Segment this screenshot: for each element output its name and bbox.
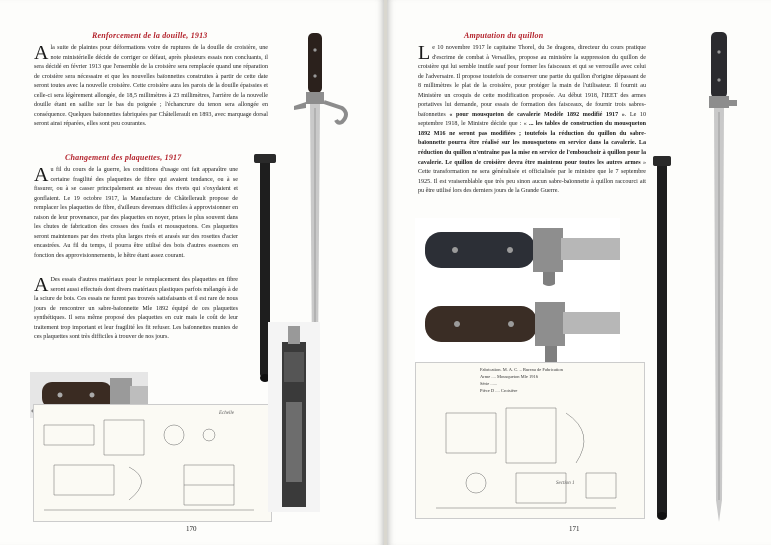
dropcap-l: L — [418, 42, 431, 64]
paragraph-plaquettes-text: u fil du cours de la guerre, les conditions d'usage ont fait apparaître une certaine fragilité des plaquettes de fibre qui avaient tendance, ou à se fissurer, ou à se casser principalement au niveau des rivets qui s'oxydaient et gonflaient. Le 19 octobre 1917, la Manufacture de Châtellerault propose de remplacer les plaquettes de fibre, d'ailleurs devenues difficiles à approvisionner en raison de leur provenance, par des plaquettes en noyer, prises le plus souvent dans les chutes de fabrication des crosses des fusils et mousquetons. Ces plaquettes seront maintenues par des rivets plus larges rivés et arasés sur des rosettes d'acier encastrées. Au fil du temps, il pourra être utilisé des bois d'autres essences en fonction des approvisionnements, le hêtre étant assez courant. — [34, 167, 238, 259]
drawing-lines — [34, 405, 271, 521]
drawing-caption-right: Section 1 — [556, 481, 575, 486]
dropcap-a2: A — [34, 164, 49, 186]
paragraph-renforcement-text: la suite de plaintes pour déformations voire de ruptures de la douille de croisière, une note ministérielle décide de corriger ce défaut, après plusieurs essais non concluants, il sera décidé en février 1913 que l'ensemble de la croisière sera remplacée quand une réparation de croisière sera nécessaire et que les nouvelles baïonnettes construites à partir de cette date seront toutes avec la nouvelle croisière. Cette croisière aura les parois de la douille épaissies et celle-ci sera légèrement allongée, de 18,5 millimètres à 23 millimètres, l'arrière de la nouvelle douille étant en saillie sur le bas du poignée ; l'échancrure du tenon sera allongée en conséquence. Quelques baïonnettes fabriquées par Châtellerault en 1893, avec marquage dorsal seront ainsi réparées, elles sont peu courantes. — [34, 45, 268, 128]
paragraph-amputation-text-c: » Cette transformation ne sera généralisée et officialisée par le ministre que le 7 septembre 1925. Il est vraisemblable que très peu sinon aucun sabre-baïonnette à quillon raccourci ait pu être utilisé lors des derniers jours de la Grande Guerre. — [418, 159, 646, 195]
page-number-left: 170 — [186, 525, 197, 533]
paragraph-amputation-bold-2: ... les tables de construction du mousqueton 1892 M16 ne seront pas modifiées ; toutefois la réduction du quillon du sabre-baïonnette pourra être réalisé sur les mousquetons en service dans la cavalerie. La réduction du quillon n'entraîne pas la mise en service de l'embouchoir à quillon pour la cavalerie. Le quillon de croisière devra être maintenu pour toutes les autres armes — [418, 121, 647, 166]
heading-amputation: Amputation du quillon — [464, 31, 544, 40]
form-line-piece: Pièce D .... Croisière — [480, 388, 518, 393]
paragraph-essais — [34, 276, 238, 343]
form-line-serie: Série ...... — [480, 381, 498, 386]
technical-drawing-left — [33, 404, 272, 522]
bayonet-scabbard-photo-right — [645, 30, 771, 525]
drawing-caption-left: Echelle — [219, 411, 234, 416]
shortened-quillon-photo-2 — [415, 290, 620, 370]
paragraph-amputation-text-a: e 10 novembre 1917 le capitaine Thorel, du 3e dragons, directeur du cours pratique d'escrime de combat à Versailles, propose au ministère la suppression du quillon de croisière qui lui semble inutile sauf pour former les faisceaux et qui se verrouille avec celui de l'adversaire. Il propose toutefois de conserver une partie du quillon d'origine dépassant de 8 millimètres le plat de la croisière, pour protéger la main de l'utilisateur. Il fournit au Ministère un croquis de cette modification proposée. Au début 1918, l'IEET des armes portatives lui demande, pour essais de formation des faisceaux, de fournir trois sabres-baïonnettes — [418, 45, 646, 118]
shortened-quillon-photo-1 — [415, 218, 620, 290]
form-line-fabrication: Fabrication. M. A. C. – Bureau de Fabrication — [480, 367, 563, 372]
pommel-closeup-photo — [268, 322, 320, 512]
paragraph-amputation-bold-1: « pour mousqueton de cavalerie Modèle 1892 modifié 1917 » — [449, 111, 625, 118]
right-page — [387, 0, 771, 545]
form-line-arme: Arme .... Mousqueton Mle 1916 — [480, 374, 538, 379]
heading-plaquettes: Changement des plaquettes, 1917 — [65, 153, 182, 162]
paragraph-essais-text: Des essais d'autres matériaux pour le remplacement des plaquettes en fibre seront aussi effectués dont divers matériaux plastiques parfois mélangés à de la sciure de bois. Ces essais ne furent pas trouvés satisfaisants et il est rare de nous jours de rencontrer un sabre-baïonnette Mle 1892 équipé de ces plaquettes synthétiques. Il sera même proposé des plaquettes en cuir mais le coût de leur traitement trop important et leur fragilité les fit refuser. Les baïonnettes munies de ces plaquettes sont très difficiles à trouver de nos jours. — [34, 277, 238, 341]
paragraph-plaquettes — [34, 166, 238, 261]
dropcap-a3: A — [34, 274, 49, 296]
drawing-lines-right — [416, 363, 644, 518]
paragraph-amputation — [418, 44, 646, 197]
left-page — [0, 0, 384, 545]
page-number-right: 171 — [569, 525, 580, 533]
paragraph-amputation-text-b: . Le 10 septembre 1918, le Ministre décide que : « — [418, 111, 646, 128]
heading-renforcement: Renforcement de la douille, 1913 — [92, 31, 208, 40]
dropcap-a1: A — [34, 42, 49, 64]
technical-drawing-right — [415, 362, 645, 519]
